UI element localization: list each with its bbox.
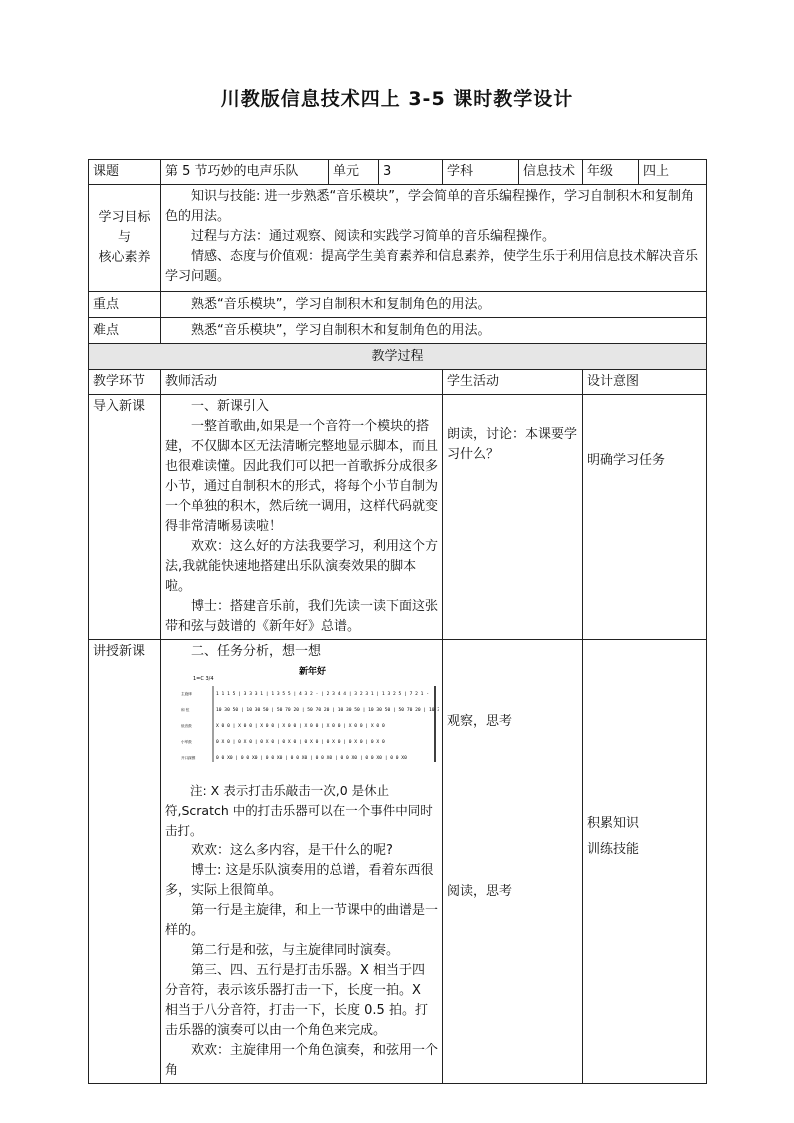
- lesson-value: 第 5 节巧妙的电声乐队: [161, 160, 329, 185]
- process-header: 教学过程: [89, 344, 707, 370]
- teach-student-2: 阅读，思考: [447, 884, 513, 899]
- col-teacher: 教师活动: [161, 370, 443, 395]
- col-student: 学生活动: [443, 370, 583, 395]
- subject-label: 学科: [443, 160, 519, 185]
- key-point-row: [89, 292, 707, 318]
- process-header-row: [89, 344, 707, 370]
- score-rows: [181, 691, 439, 761]
- grade-value: 四上: [639, 160, 707, 185]
- score-image: [179, 664, 439, 768]
- teach-intent: [583, 640, 707, 1084]
- score-row-label: 和 弦: [181, 708, 190, 712]
- score-note: 注: X 表示打击乐敲击一次,0 是休止符,Scratch 中的打击乐器可以在一个事件中同时击打。: [165, 783, 433, 838]
- goals-label-line: 核心素养: [98, 250, 151, 265]
- col-stage: 教学环节: [89, 370, 161, 395]
- teach-paragraph: 欢欢：主旋律用一个角色演奏，和弦用一个角: [165, 1043, 439, 1078]
- score-row-notes: 0 0 X0 | 0 0 X0 | 0 0 X0 | 0 0 X0 | 0 0 X0 | 0 0 X0 | 0 0 X0 | 0 0 X0: [216, 756, 407, 761]
- teach-intent-2: 训练技能: [587, 842, 640, 857]
- score-row-label: 开口踩镲: [181, 756, 196, 760]
- score-row-notes: 0 X 0 | 0 X 0 | 0 X 0 | 0 X 0 | 0 X 0 | 0 X 0 | 0 X 0 | 0 X 0: [216, 740, 385, 745]
- teach-row: [89, 640, 707, 1084]
- goal-process: 过程与方法：通过观察、阅读和实践学习简单的音乐编程操作。: [191, 229, 556, 244]
- goal-knowledge: 知识与技能: 进一步熟悉“音乐模块”，学会简单的音乐编程操作，学习自制积木和复制角色的用法。: [165, 189, 694, 224]
- intro-teacher: [161, 395, 443, 640]
- teach-student: [443, 640, 583, 1084]
- teach-heading: 二、任务分析，想一想: [191, 644, 322, 659]
- unit-label: 单元: [329, 160, 379, 185]
- column-header-row: [89, 370, 707, 395]
- goals-label-line: 学习目标: [98, 210, 151, 225]
- key-point-text: 熟悉“音乐模块”，学习自制积木和复制角色的用法。: [161, 292, 707, 318]
- key-point-label: 重点: [89, 292, 161, 318]
- difficulty-label: 难点: [89, 318, 161, 344]
- teach-stage: 讲授新课: [89, 640, 161, 1084]
- difficulty-row: [89, 318, 707, 344]
- page-title: 川教版信息技术四上 3-5 课时教学设计: [220, 88, 574, 110]
- intro-row: [89, 395, 707, 640]
- goal-emotion: 情感、态度与价值观：提高学生美育素养和信息素养，使学生乐于利用信息技术解决音乐学习问题。: [165, 249, 699, 284]
- score-row-label: 主旋律: [181, 692, 192, 696]
- teach-student-1: 观察，思考: [447, 714, 513, 729]
- intro-heading: 一、新课引入: [191, 399, 270, 414]
- lesson-label: 课题: [89, 160, 161, 185]
- intro-paragraph: 欢欢：这么好的方法我要学习，利用这个方法,我就能快速地搭建出乐队演奏效果的脚本啦。: [165, 539, 439, 594]
- goals-content: [161, 185, 707, 292]
- subject-value: 信息技术: [519, 160, 583, 185]
- difficulty-text: 熟悉“音乐模块”，学习自制积木和复制角色的用法。: [161, 318, 707, 344]
- goals-row: [89, 185, 707, 292]
- score-row-notes: 10 30 50 | 10 30 50 | 50 70 20 | 50 70 20 | 10 30 50 | 10 30 50 | 50 70 20 | 10 30 50: [216, 708, 439, 713]
- teach-paragraph: 博士: 这是乐队演奏用的总谱，看着东西很多，实际上很简单。: [165, 863, 434, 898]
- header-row: [89, 160, 707, 185]
- teach-paragraph: 第三、四、五行是打击乐器。X 相当于四分音符，表示该乐器打击一下，长度一拍。X 相当于八分音符，打击一下，长度 0.5 拍。打击乐器的演奏可以由一个角色来完成。: [165, 963, 428, 1038]
- grade-label: 年级: [583, 160, 639, 185]
- teach-intent-1: 积累知识: [587, 816, 640, 831]
- score-row-notes: 1 1 1 5 | 3 3 3 1 | 1 3 5 5 | 4 3 2 - | 2 3 4 4 | 3 2 3 1 | 1 3 2 5 | 7 2 1 -: [216, 692, 429, 697]
- unit-value: 3: [379, 160, 443, 185]
- col-intent: 设计意图: [583, 370, 707, 395]
- teach-paragraph: 第二行是和弦，与主旋律同时演奏。: [191, 943, 400, 958]
- score-row-label: 低音鼓: [181, 724, 192, 728]
- intro-paragraph: 博士：搭建音乐前，我们先读一读下面这张带和弦与鼓谱的《新年好》总谱。: [165, 599, 439, 634]
- score-key: 1=C 3/4: [193, 676, 214, 682]
- intro-student: 朗读，讨论：本课要学习什么？: [443, 395, 583, 640]
- goals-label: [89, 185, 161, 292]
- teach-teacher: [161, 640, 443, 1084]
- goals-label-line: 与: [117, 230, 131, 245]
- score-row-notes: X 0 0 | X 0 0 | X 0 0 | X 0 0 | X 0 0 | X 0 0 | X 0 0 | X 0 0: [216, 724, 385, 729]
- teach-paragraph: 第一行是主旋律，和上一节课中的曲谱是一样的。: [165, 903, 439, 938]
- intro-stage: 导入新课: [89, 395, 161, 640]
- teach-paragraph: 欢欢：这么多内容，是干什么的呢?: [191, 843, 393, 858]
- intro-paragraph: 一整首歌曲,如果是一个音符一个模块的搭建，不仅脚本区无法清晰完整地显示脚本，而且也很难读懂。因此我们可以把一首歌拆分成很多小节，通过自制积木的形式，将每个小节自制为一个单独的积木，然后统一调用，这样代码就变得非常清晰易读啦！: [165, 419, 439, 534]
- score-row-label: 小军鼓: [181, 740, 192, 744]
- lesson-plan-table: [88, 159, 707, 1084]
- score-figure: [165, 662, 438, 781]
- score-title: 新年好: [299, 667, 327, 677]
- intro-intent: 明确学习任务: [583, 395, 707, 640]
